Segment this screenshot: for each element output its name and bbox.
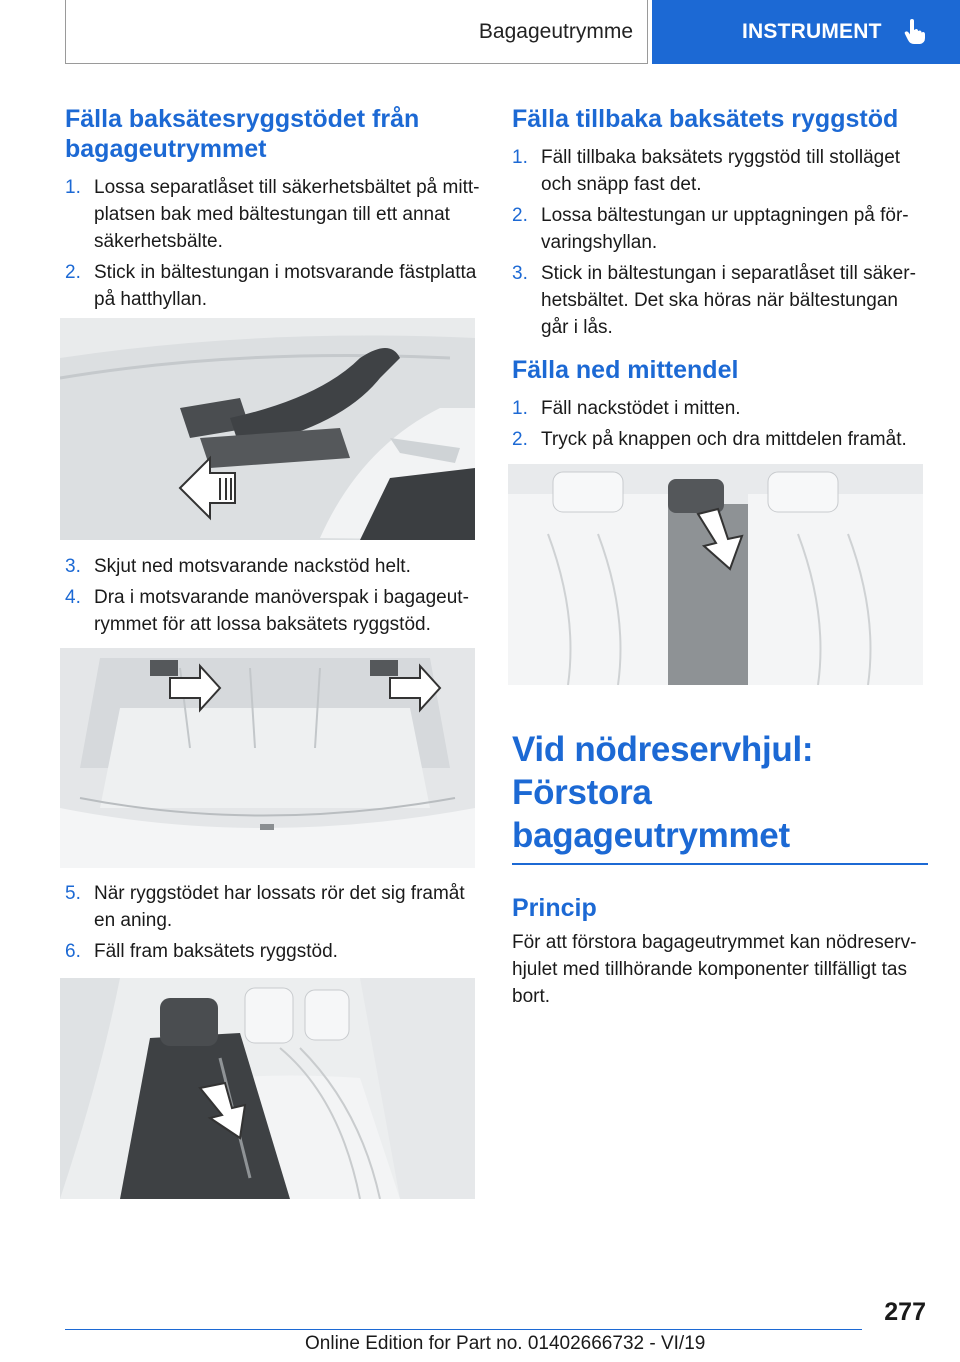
body-paragraph: För att förstora bagageutrymmet kan nödreservhjulet med tillhörande komponenter tillfälligt tas bort. xyxy=(512,932,917,1007)
list-item: 3. Stick in bältestungan i separatlåset till säkerhetsbältet. Det ska höras när bältestungan går i lås. xyxy=(512,263,916,338)
step-list xyxy=(512,395,927,453)
list-item: 3. Skjut ned motsvarande nackstöd helt. xyxy=(65,556,411,577)
left-section-bottom xyxy=(65,880,480,969)
footer-edition: Online Edition for Part no. 01402666732 - VI/19 xyxy=(305,1333,706,1354)
step-list xyxy=(65,880,480,965)
list-item: 5. När ryggstödet har lossats rör det sig framåt en aning. xyxy=(65,883,465,931)
right-section-top xyxy=(512,104,927,345)
section-heading: Fälla ned mittendel xyxy=(512,356,739,384)
section-heading: Fälla baksätesryggstödet från bagageutrymmet xyxy=(65,105,420,163)
right-section-bottom xyxy=(512,728,928,1010)
list-item: 4. Dra i motsvarande manöverspak i bagageutrymmet för att lossa baksätets ryggstöd. xyxy=(65,587,469,635)
list-item: 1. Fäll tillbaka baksätets ryggstöd till stolläget och snäpp fast det. xyxy=(512,147,901,195)
illustration-trunk-release-levers xyxy=(60,648,475,868)
list-item: 6. Fäll fram baksätets ryggstöd. xyxy=(65,941,338,962)
step-list xyxy=(65,553,480,638)
footer-rule xyxy=(65,1329,862,1330)
left-section-middle xyxy=(65,553,480,642)
heading-rule xyxy=(512,863,928,865)
list-item: 2. Tryck på knappen och dra mittdelen framåt. xyxy=(512,429,907,450)
illustration-rear-seat-fold-forward xyxy=(60,978,475,1199)
header-chapter-tab[interactable] xyxy=(652,0,960,64)
illustration-hat-shelf-belt xyxy=(60,318,475,540)
major-heading: Vid nödreservhjul: Förstora bagageutrymmet xyxy=(512,730,814,855)
header-chapter-title: INSTRUMENT xyxy=(742,20,882,43)
sub-heading: Princip xyxy=(512,894,597,922)
right-section-middle xyxy=(512,355,927,457)
list-item: 1. Lossa separatlåset till säkerhetsbältet på mittplatsen bak med bältestungan till ett annat säkerhetsbälte. xyxy=(65,177,480,252)
header-section-tab xyxy=(65,0,648,64)
section-heading: Fälla tillbaka baksätets ryggstöd xyxy=(512,105,899,133)
page-number: 277 xyxy=(884,1298,926,1326)
list-item: 2. Stick in bältestungan i motsvarande fästplatta på hatthyllan. xyxy=(65,262,477,310)
pointing-hand-icon xyxy=(904,19,926,45)
step-list xyxy=(512,144,927,341)
header-section-title: Bagageutrymme xyxy=(478,19,633,43)
step-list xyxy=(65,174,480,313)
left-section-top xyxy=(65,104,480,317)
illustration-middle-section-fold xyxy=(508,464,923,685)
list-item: 1. Fäll nackstödet i mitten. xyxy=(512,398,741,419)
list-item: 2. Lossa bältestungan ur upptagningen på förvaringshyllan. xyxy=(512,205,909,253)
